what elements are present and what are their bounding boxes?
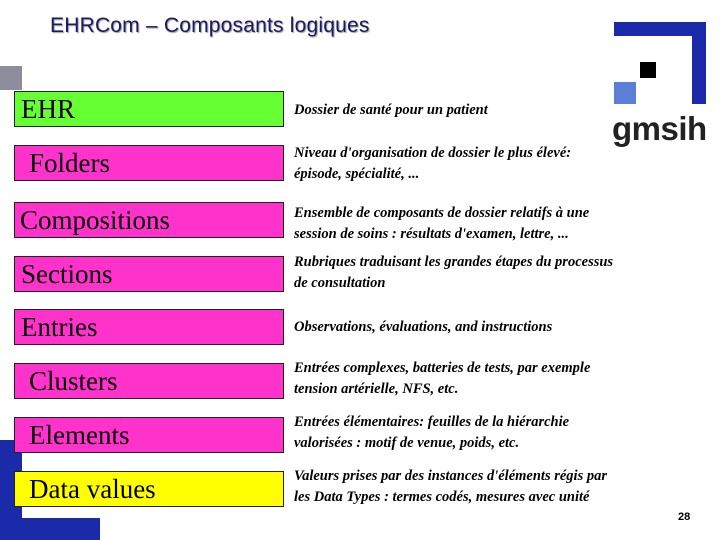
row-desc-line: Entrées complexes, batteries de tests, par exemple bbox=[294, 360, 591, 376]
row-label-clusters: Clusters bbox=[14, 363, 284, 399]
row-desc-line: valorisées : motif de venue, poids, etc. bbox=[294, 435, 520, 451]
logo-navy-bar-side bbox=[692, 22, 706, 104]
row-desc-line: Entrées élémentaires: feuilles de la hiérarchie bbox=[294, 414, 570, 430]
row-desc-line: tension artérielle, NFS, etc. bbox=[294, 381, 459, 397]
row-label-compositions: Compositions bbox=[14, 202, 284, 238]
row-desc-line: de consultation bbox=[294, 275, 386, 291]
page-number: 28 bbox=[678, 511, 691, 523]
row-label-folders: Folders bbox=[14, 145, 284, 181]
row-desc-line: Ensemble de composants de dossier relatifs à une bbox=[294, 205, 590, 221]
row-desc-line: Valeurs prises par des instances d'éléments régis par bbox=[294, 468, 607, 484]
row-desc-line: Observations, évaluations, and instructions bbox=[294, 319, 553, 335]
row-desc-line: épisode, spécialité, ... bbox=[294, 166, 420, 182]
decor-gray-square bbox=[0, 66, 22, 90]
row-desc-folders bbox=[294, 143, 704, 185]
page-title: EHRCom – Composants logiques bbox=[50, 14, 370, 37]
row-desc-elements bbox=[294, 412, 704, 454]
row-desc-entries bbox=[294, 317, 704, 338]
row-desc-line: Niveau d'organisation de dossier le plus élevé: bbox=[294, 145, 572, 161]
row-label-entries: Entries bbox=[14, 309, 284, 345]
logo-black-square bbox=[640, 62, 656, 78]
row-label-elements: Elements bbox=[14, 417, 284, 453]
row-label-ehr: EHR bbox=[14, 91, 284, 127]
row-desc-compositions bbox=[294, 203, 704, 245]
row-desc-line: Rubriques traduisant les grandes étapes du processus bbox=[294, 254, 614, 270]
row-desc-sections bbox=[294, 252, 704, 294]
row-desc-line: Dossier de santé pour un patient bbox=[294, 102, 488, 118]
row-desc-line: les Data Types : termes codés, mesures avec unité bbox=[294, 489, 590, 505]
row-desc-data-values bbox=[294, 466, 704, 508]
row-label-data-values: Data values bbox=[14, 471, 284, 507]
row-desc-clusters bbox=[294, 358, 704, 400]
logo-text: gmsih bbox=[612, 110, 707, 147]
row-desc-line: session de soins : résultats d'examen, lettre, ... bbox=[294, 226, 569, 242]
decor-bottom-bar bbox=[22, 518, 100, 540]
row-label-sections: Sections bbox=[14, 256, 284, 292]
row-desc-ehr bbox=[294, 100, 704, 121]
